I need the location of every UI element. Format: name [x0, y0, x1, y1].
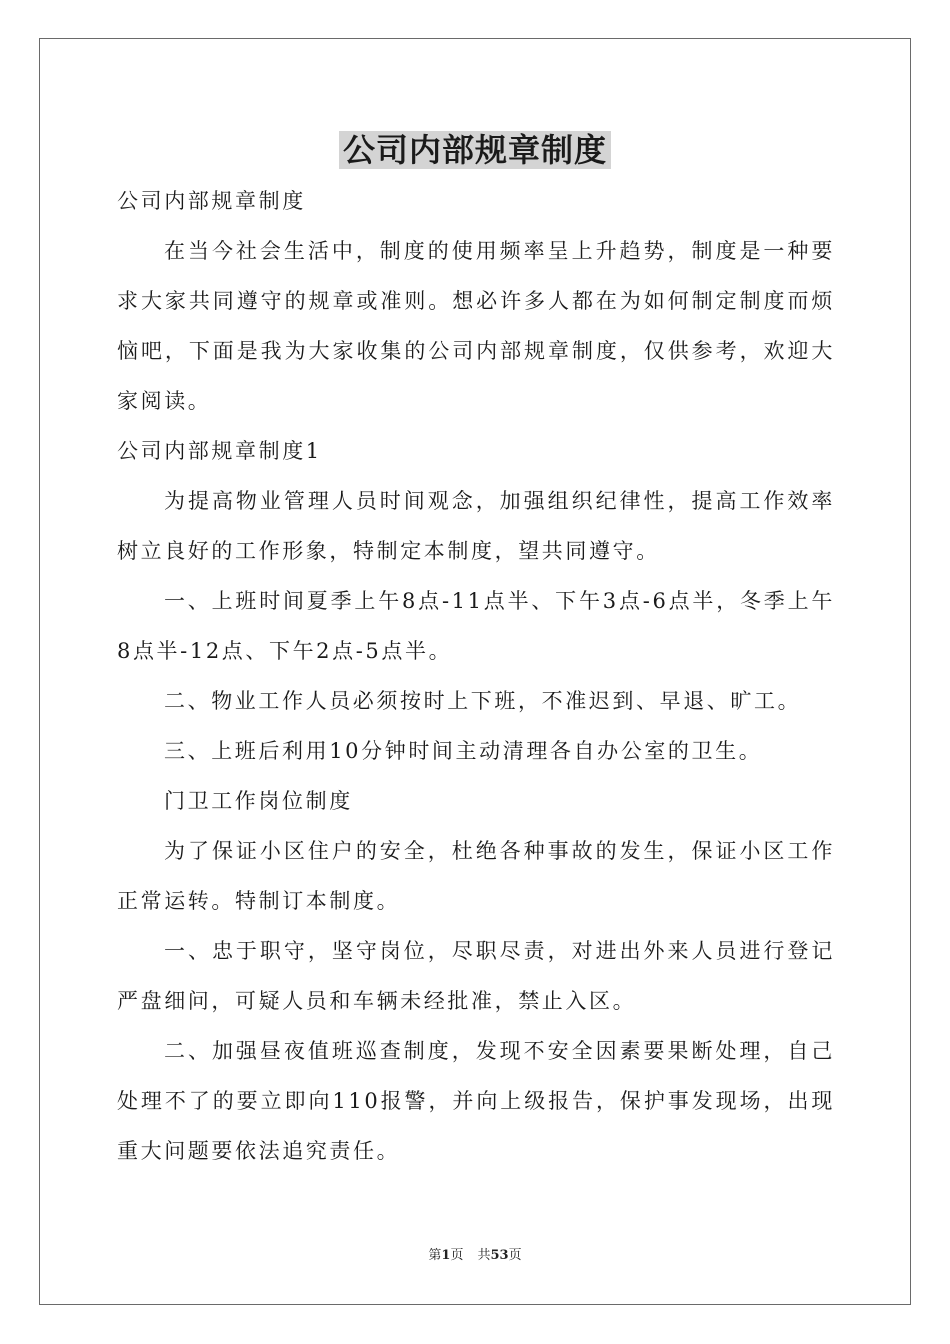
paragraph: 为了保证小区住户的安全，杜绝各种事故的发生，保证小区工作正常运转。特制订本制度。: [117, 839, 835, 913]
document-title-text: 公司内部规章制度: [339, 131, 611, 169]
paragraph-heading: 公司内部规章制度: [117, 189, 306, 213]
paragraph: 为提高物业管理人员时间观念，加强组织纪律性，提高工作效率树立良好的工作形象，特制定本制度，望共同遵守。: [117, 489, 835, 563]
paragraph-subheading: 门卫工作岗位制度: [164, 789, 353, 813]
page-prefix: 第: [428, 1248, 442, 1263]
total-prefix: 共: [477, 1248, 491, 1263]
page-footer: [0, 1246, 950, 1266]
paragraph: 一、上班时间夏季上午8点-11点半、下午3点-6点半，冬季上午8点半-12点、下午2点-5点半。: [117, 589, 835, 663]
paragraph: 二、加强昼夜值班巡查制度，发现不安全因素要果断处理，自己处理不了的要立即向110报警，并向上级报告，保护事发现场，出现重大问题要依法追究责任。: [117, 1039, 835, 1163]
total-suffix: 页: [508, 1248, 522, 1263]
document-body: [117, 176, 835, 1176]
paragraph-section-heading: 公司内部规章制度1: [117, 439, 322, 463]
page-suffix: 页: [450, 1248, 464, 1263]
page-total: 53: [490, 1248, 509, 1263]
paragraph: 一、忠于职守，坚守岗位，尽职尽责，对进出外来人员进行登记严盘细问，可疑人员和车辆未经批准，禁止入区。: [117, 939, 835, 1013]
document-title: [0, 126, 950, 174]
paragraph: 二、物业工作人员必须按时上下班，不准迟到、早退、旷工。: [164, 689, 802, 713]
paragraph-intro: 在当今社会生活中，制度的使用频率呈上升趋势，制度是一种要求大家共同遵守的规章或准则。想必许多人都在为如何制定制度而烦恼吧，下面是我为大家收集的公司内部规章制度，仅供参考，欢迎大家阅读。: [117, 239, 835, 413]
page-current: 1: [441, 1248, 451, 1263]
paragraph: 三、上班后利用10分钟时间主动清理各自办公室的卫生。: [164, 739, 763, 763]
